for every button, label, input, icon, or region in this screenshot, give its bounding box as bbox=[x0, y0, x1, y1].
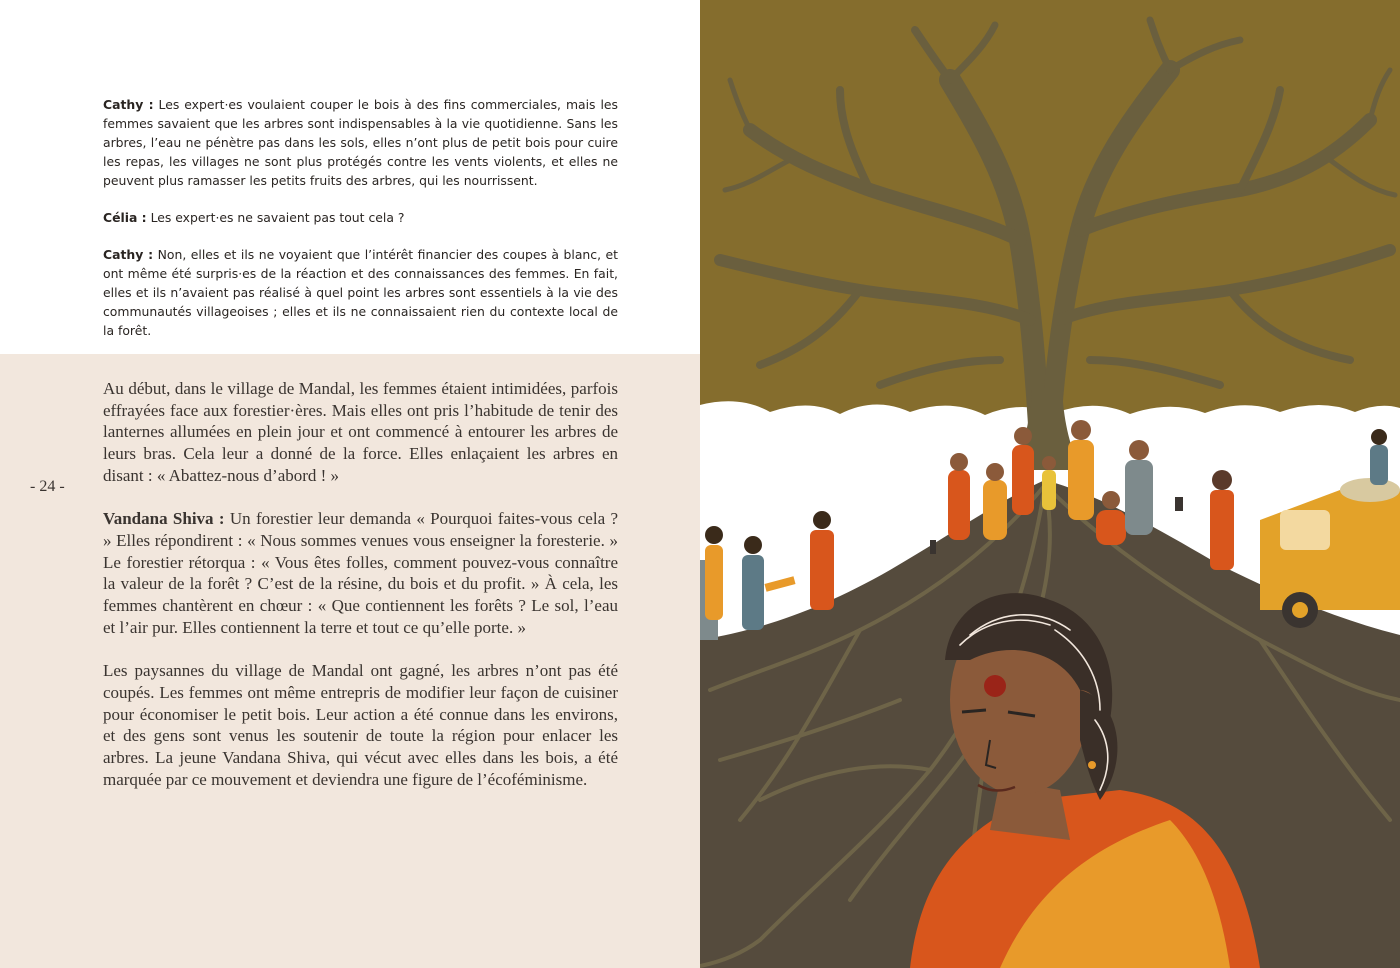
dialog-text: Les expert·es ne savaient pas tout cela ? bbox=[146, 210, 405, 225]
narrative-paragraph-3: Les paysannes du village de Mandal ont gagné, les arbres n’ont pas été coupés. Les femmes ont même entrepris de modifier leur façon de cuisiner pour économiser le petit bois. Leur action a été connue dans les environs, et des gens sont venus les soutenir de toute la région pour enlacer les arbres. La jeune Vandana Shiva, qui vécut avec elles dans les bois, a été marquée par ce mouvement et deviendra une figure de l’écoféminisme. bbox=[103, 661, 618, 789]
tree-illustration bbox=[700, 0, 1400, 968]
narrative-paragraph-2 bbox=[103, 508, 618, 638]
dialog-text: Non, elles et ils ne voyaient que l’intérêt financier des coupes à blanc, et ont même été surpris·es de la réaction et des connaissances des femmes. En fait, elles et ils n’avaient pas réalisé à quel point les arbres sont essentiels à la vie des communautés villageoises ; elles et ils ne connaissaient rien du contexte local de la forêt. bbox=[103, 247, 619, 338]
dialog-text: Les expert·es voulaient couper le bois à des fins commerciales, mais les femmes savaient que les arbres sont indispensables à la vie quotidienne. Sans les arbres, l’eau ne pénètre pas dans les sols, elles n’ont plus de petit bois pour cuire les repas, les villages ne sont plus protégés contre les vents violents, et elles ne peuvent plus ramasser les petits fruits des arbres, qui les nourrissent. bbox=[103, 97, 618, 188]
page-number: - 24 - bbox=[30, 478, 65, 495]
dialog-line-2 bbox=[103, 208, 618, 227]
narrative-block bbox=[103, 378, 618, 812]
illustration-panel bbox=[700, 0, 1400, 968]
dialog-block bbox=[103, 95, 618, 358]
speaker-name: Cathy : bbox=[103, 97, 154, 112]
speaker-name: Célia : bbox=[103, 210, 147, 225]
speaker-name: Cathy : bbox=[103, 247, 154, 262]
dialog-line-1 bbox=[103, 95, 618, 190]
narrative-paragraph-1: Au début, dans le village de Mandal, les femmes étaient intimidées, parfois effrayées face aux forestier·ères. Mais elles ont pris l’habitude de tenir des lanternes allumées en plein jour et ont commencé à entourer les arbres de leurs bras. Cela leur a donné de la force. Elles enlaçaient les arbres en disant : « Abattez-nous d’abord ! » bbox=[103, 379, 618, 485]
narrative-text: Un forestier leur demanda « Pourquoi faites-vous cela ? » Elles répondirent : « Nous sommes venues vous enseigner la foresterie. » Le forestier rétorqua : « Vous êtes folles, comment pouvez-vous connaître la valeur de la forêt ? C’est de la résine, du bois et du profit. » À cela, les femmes chantèrent en chœur : « Que contiennent les forêts ? Le sol, l’eau et l’air pur. Elles contiennent la terre et tout ce qu’elle porte. » bbox=[103, 509, 618, 637]
speaker-name: Vandana Shiva : bbox=[103, 509, 225, 529]
dialog-line-3 bbox=[103, 245, 618, 340]
